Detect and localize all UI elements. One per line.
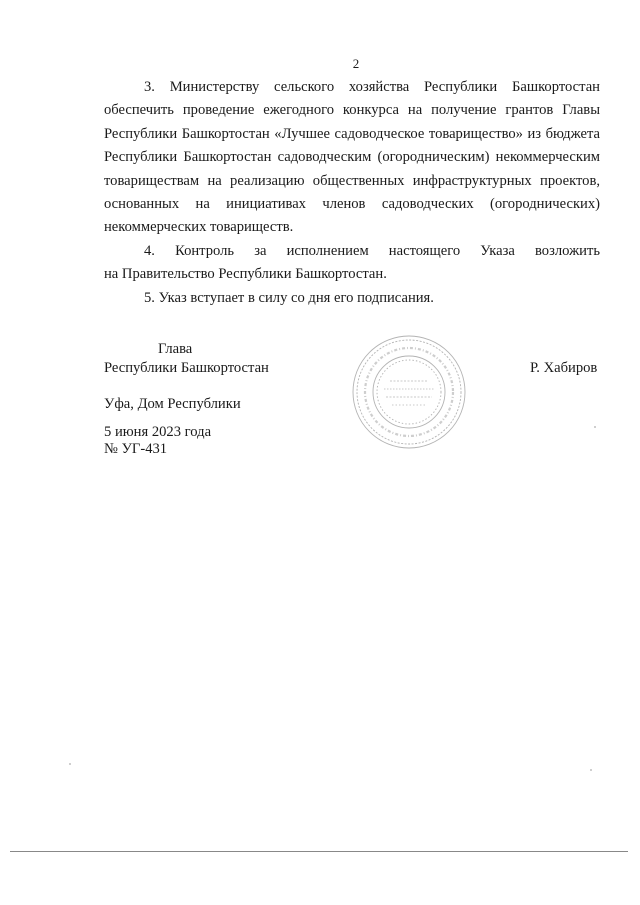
paragraph-line: 4. Контроль за исполнением настоящего Указа возложить xyxy=(144,242,600,259)
decree-body xyxy=(104,76,600,310)
scan-speck xyxy=(590,769,592,771)
paragraph-line: основанных на инициативах членов садоводческих (огороднических) xyxy=(104,196,600,213)
paragraph-line: обеспечить проведение ежегодного конкурса на получение грантов Главы xyxy=(104,102,600,119)
paragraph-line: некоммерческих товариществ. xyxy=(104,219,294,236)
scan-speck xyxy=(69,763,71,765)
paragraph-line: на Правительство Республики Башкортостан. xyxy=(104,266,387,283)
paragraph-line: 5. Указ вступает в силу со дня его подписания. xyxy=(144,289,434,306)
official-seal-icon xyxy=(350,333,468,451)
page-number: 2 xyxy=(352,56,360,71)
signatory-title: Глава xyxy=(158,341,193,357)
paragraph-line: 3. Министерству сельского хозяйства Республики Башкортостан xyxy=(144,79,600,95)
signing-place: Уфа, Дом Республики xyxy=(104,396,241,412)
signatory-name: Р. Хабиров xyxy=(530,360,598,376)
scan-speck xyxy=(594,426,596,428)
signatory-organization: Республики Башкортостан xyxy=(104,360,269,376)
paragraph-5 xyxy=(104,287,600,310)
bottom-rule xyxy=(10,851,628,852)
paragraph-3 xyxy=(104,76,600,240)
paragraph-line: Республики Башкортостан «Лучшее садоводческое товарищество» из бюджета xyxy=(104,125,600,142)
signing-date: 5 июня 2023 года xyxy=(104,424,212,440)
paragraph-4 xyxy=(104,240,600,287)
paragraph-line: Республики Башкортостан садоводческим (огородническим) некоммерческим xyxy=(104,149,600,166)
decree-number: № УГ-431 xyxy=(104,441,168,457)
paragraph-line: товариществам на реализацию общественных инфраструктурных проектов, xyxy=(104,172,600,189)
